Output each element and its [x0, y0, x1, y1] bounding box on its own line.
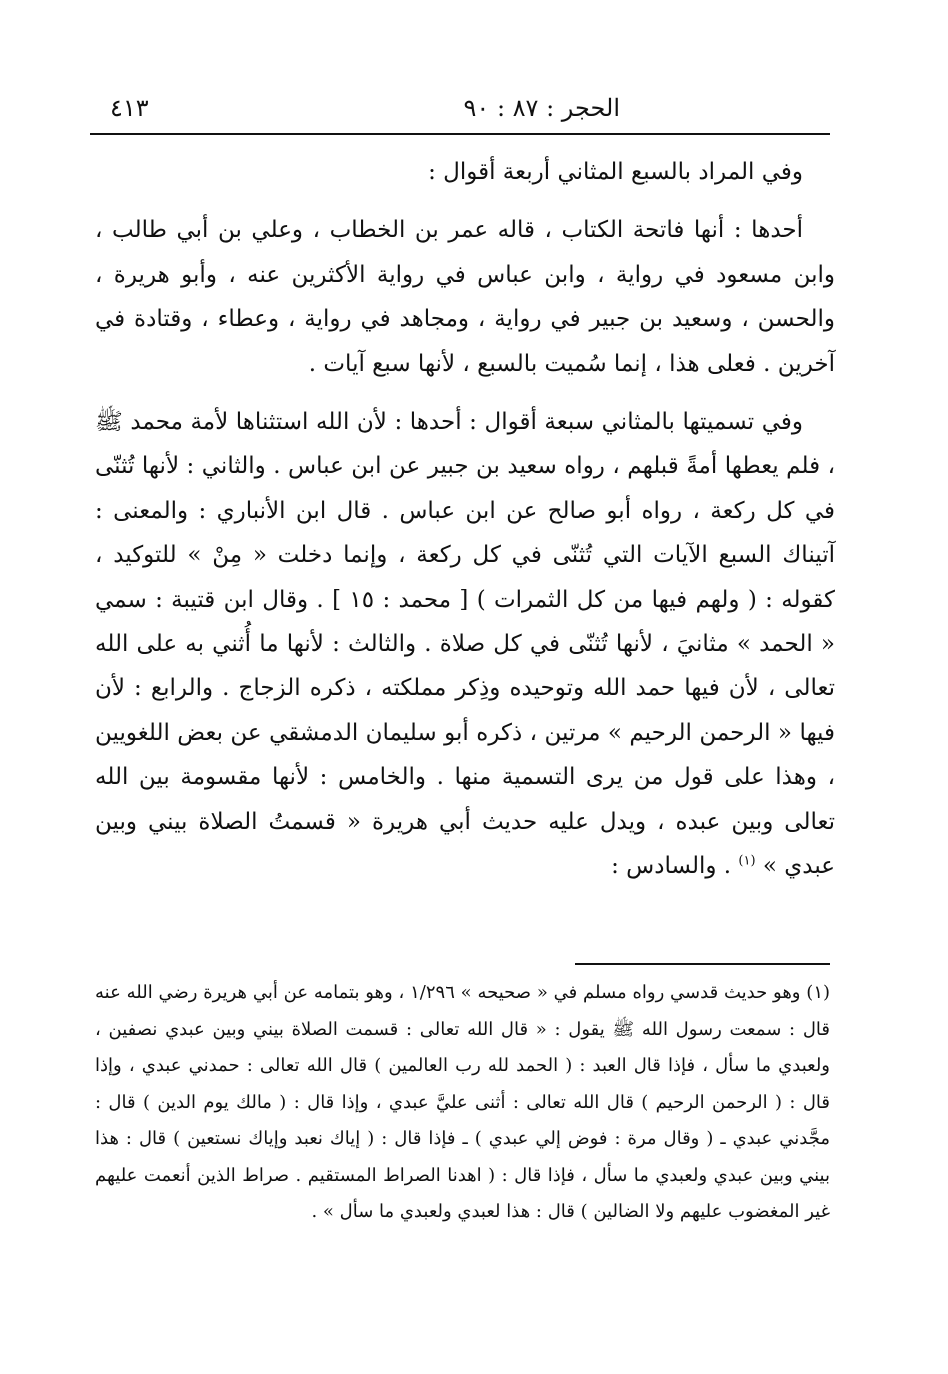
running-title: الحجر : ٨٧ : ٩٠: [463, 94, 620, 122]
paragraph-first-opinion: أحدها : أنها فاتحة الكتاب ، قاله عمر بن الخطاب ، وعلي بن أبي طالب ، وابن مسعود في رواية ، وابن عباس في رواية الأكثرين عنه ، وأبو هريرة ، والحسن ، وسعيد بن جبير في رواية ، ومجاهد في رواية ، وعطاء ، وقتادة في آخرين . فعلى هذا ، إنما سُميت بالسبع ، لأنها سبع آيات .: [95, 217, 835, 377]
footnote: [95, 975, 830, 1231]
footnote-text: (١) وهو حديث قدسي رواه مسلم في « صحيحه » ١/٢٩٦ ، وهو بتمامه عن أبي هريرة رضي الله عنه قال : سمعت رسول الله ﷺ يقول : « قال الله تعالى : قسمت الصلاة بيني وبين عبدي نصفين ، ولعبدي ما سأل ، فإذا قال العبد : ( الحمد لله رب العالمين ) قال الله تعالى : حمدني عبدي ، وإذا قال : ( الرحمن الرحيم ) قال الله تعالى : أثنى عليَّ عبدي ، وإذا قال : ( مالك يوم الدين ) قال : مجَّدني عبدي ـ ( وقال مرة : فوض إلي عبدي ) ـ فإذا قال : ( إياك نعبد وإياك نستعين ) قال : هذا بيني وبين عبدي ولعبدي ما سأل ، فإذا قال : ( اهدنا الصراط المستقيم . صراط الذين أنعمت عليهم غير المغضوب عليهم ولا الضالين ) قال : هذا لعبدي ولعبدي ما سأل » .: [95, 982, 831, 1222]
footnote-reference[interactable]: (١): [738, 853, 756, 869]
header-rule: [90, 133, 830, 135]
paragraph-naming-tail: . والسادس :: [611, 853, 732, 880]
footnote-rule: [575, 963, 830, 965]
paragraph-intro: وفي المراد بالسبع المثاني أربعة أقوال :: [428, 159, 803, 185]
main-text: [95, 150, 835, 889]
paragraph-naming-text: وفي تسميتها بالمثاني سبعة أقوال : أحدها : لأن الله استثناها لأمة محمد ﷺ ، فلم يعطها أمةً قبلهم ، رواه سعيد بن جبير عن ابن عباس . والثاني : لأنها تُثنّى في كل ركعة ، رواه أبو صالح عن ابن عباس . قال ابن الأنباري : والمعنى : آتيناك السبع الآيات التي تُثنّى في كل ركعة ، وإنما دخلت « مِنْ » للتوكيد ، كقوله : ( ولهم فيها من كل الثمرات ) [ محمد : ١٥ ] . وقال ابن قتيبة : سمي « الحمد » مثانيَ ، لأنها تُثنّى في كل صلاة . والثالث : لأنها ما أُثني به على الله تعالى ، لأن فيها حمد الله وتوحيده وذِكر مملكته ، ذكره الزجاج . والرابع : لأن فيها « الرحمن الرحيم » مرتين ، ذكره أبو سليمان الدمشقي عن بعض اللغويين ، وهذا على قول من يرى التسمية منها . والخامس : لأنها مقسومة بين الله تعالى وبين عبده ، ويدل عليه حديث أبي هريرة « قسمتُ الصلاة بيني وبين عبدي »: [95, 409, 836, 880]
page-number: ٤١٣: [110, 94, 149, 122]
paragraph-naming: [95, 400, 835, 888]
running-header: [90, 94, 830, 130]
